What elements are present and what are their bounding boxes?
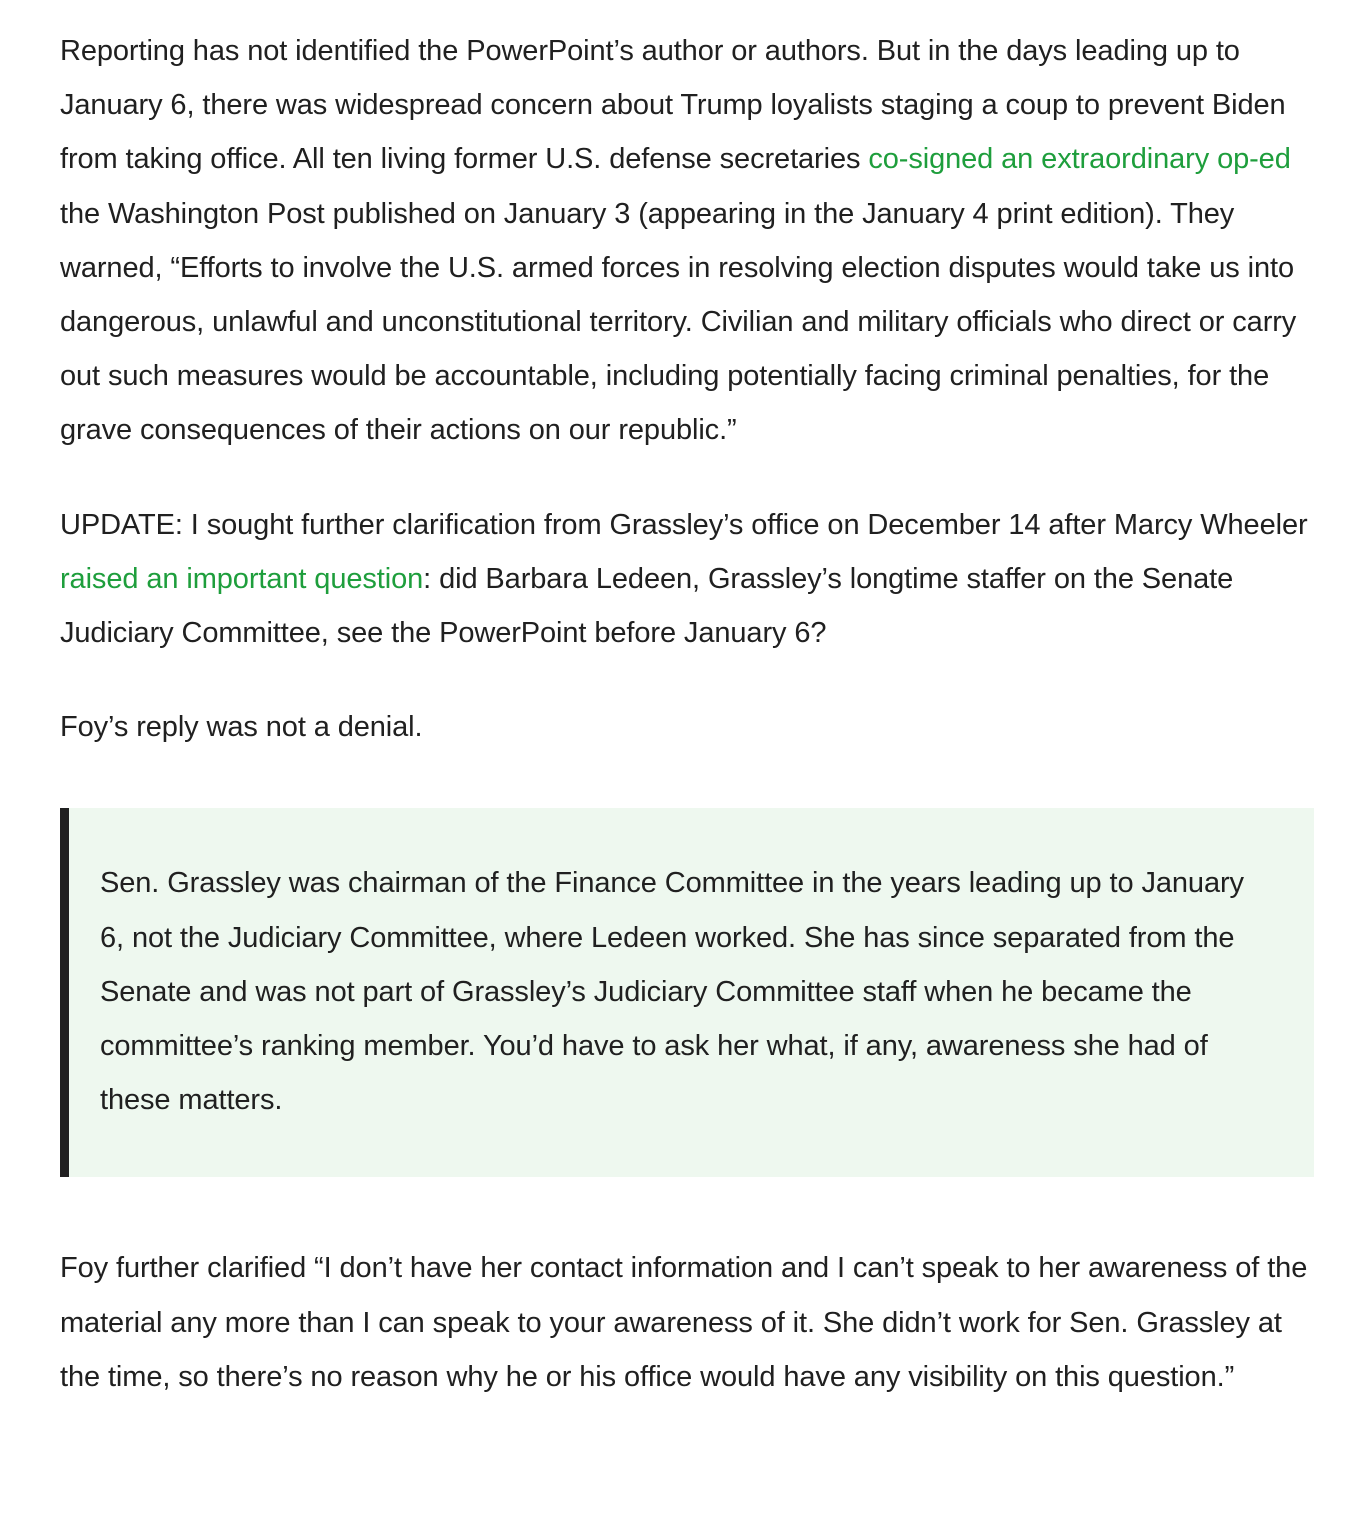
- paragraph-reply: Foy’s reply was not a denial.: [60, 711, 423, 744]
- paragraph-oped-text-before: Reporting has not identified the PowerPoint’s author or authors. But in the days leading up to January 6, there was widespread concern about Trump loyalists staging a coup to prevent Biden from taking office. All ten living former U.S. defense secretaries: [60, 35, 1286, 176]
- paragraph-oped-text-after: the Washington Post published on January 3 (appearing in the January 4 print edition). They warned, “Efforts to involve the U.S. armed forces in resolving election disputes would take us into dangerous, unlawful and unconstitutional territory. Civilian and military officials who direct or carry out such measures would be accountable, including potentially facing criminal penalties, for the grave consequences of their actions on our republic.”: [60, 197, 1297, 447]
- paragraph-oped: [60, 24, 1314, 458]
- paragraph-update-text-after: : did Barbara Ledeen, Grassley’s longtime staffer on the Senate Judiciary Committee, see the PowerPoint before January 6?: [60, 562, 1234, 650]
- oped-link[interactable]: co-signed an extraordinary op-ed: [868, 143, 1291, 176]
- paragraph-update: [60, 498, 1314, 661]
- article-body: [60, 0, 1314, 1404]
- blockquote: [60, 808, 1314, 1177]
- paragraph-clarification: Foy further clarified “I don’t have her contact information and I can’t speak to her awareness of the material any more than I can speak to your awareness of it. She didn’t work for Sen. Grassley at the time, so there’s no reason why he or his office would have any visibility on this question.”: [60, 1252, 1308, 1393]
- important-question-link[interactable]: raised an important question: [60, 562, 424, 595]
- paragraph-update-text-before: UPDATE: I sought further clarification from Grassley’s office on December 14 after Marcy Wheeler: [60, 508, 1308, 541]
- blockquote-text: Sen. Grassley was chairman of the Finance Committee in the years leading up to January 6, not the Judiciary Committee, where Ledeen worked. She has since separated from the Senate and was not part of Grassley’s Judiciary Committee staff when he became the committee’s ranking member. You’d have to ask her what, if any, awareness she had of these matters.: [100, 867, 1244, 1117]
